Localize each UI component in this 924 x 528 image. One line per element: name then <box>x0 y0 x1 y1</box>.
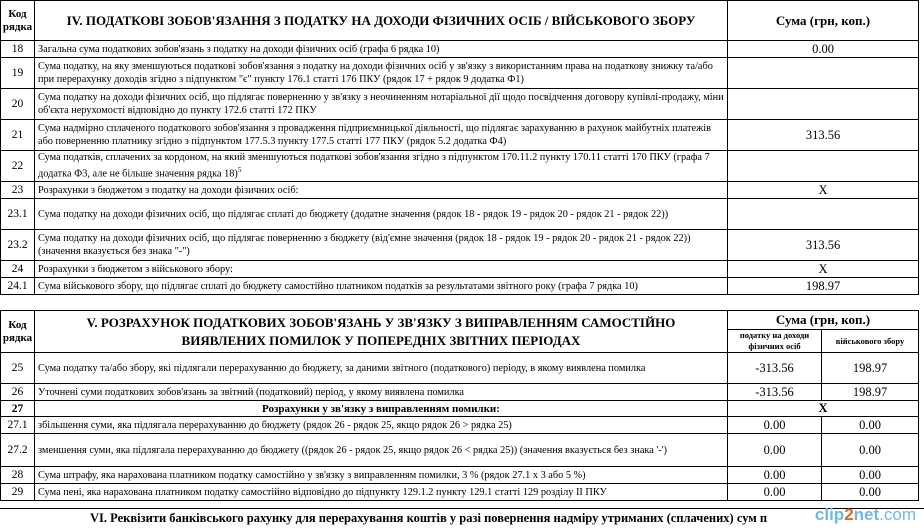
row-value: X <box>728 182 919 199</box>
section-6-title: VI. Реквізити банківського рахунку для перерахування коштів у разі повернення надміру утриманих (сплачених) сум п <box>90 511 768 525</box>
section-5-title-line-1: V. РОЗРАХУНОК ПОДАТКОВИХ ЗОБОВ'ЯЗАНЬ У ЗВ'ЯЗКУ З ВИПРАВЛЕННЯМ САМОСТІЙНО <box>86 314 676 330</box>
row-code: 28 <box>1 467 35 484</box>
section-4-title: IV. ПОДАТКОВІ ЗОБОВ'ЯЗАННЯ З ПОДАТКУ НА ДОХОДИ ФІЗИЧНИХ ОСІБ / ВІЙСЬКОВОГО ЗБОРУ <box>35 1 728 41</box>
row-description: Сума податку на доходи фізичних осіб, що підлягає сплаті до бюджету (додатне значення (рядок 18 - рядок 19 - рядок 20 - рядок 21 - рядок 22)) <box>35 199 728 230</box>
row-code: 18 <box>1 41 35 58</box>
table-row <box>1 353 919 384</box>
table-row <box>1 230 919 261</box>
table-row <box>1 484 919 501</box>
row-description: Розрахунки у зв'язку з виправленням помилки: <box>35 401 728 417</box>
row-value[interactable]: 313.56 <box>728 120 919 151</box>
row-code: 22 <box>1 151 35 182</box>
row-value[interactable]: 313.56 <box>728 230 919 261</box>
row-value-military-levy[interactable]: 0.00 <box>822 484 919 501</box>
watermark-part: .com <box>879 505 916 524</box>
table-row <box>1 89 919 120</box>
table-row <box>1 41 919 58</box>
row-description: Розрахунки з бюджетом з військового збору: <box>35 261 728 278</box>
table-row <box>1 434 919 467</box>
code-column-header: Код рядка <box>1 311 35 353</box>
row-code: 24.1 <box>1 278 35 295</box>
row-value: X <box>728 261 919 278</box>
section-5-table <box>0 310 919 501</box>
row-value[interactable] <box>728 58 919 89</box>
row-description: Сума податку та/або збору, які підлягали перерахуванню до бюджету, за даними звітного (податкового) періоду, в якому виявлена помилка <box>35 353 728 384</box>
section-4-header-row <box>1 1 919 41</box>
pdfo-column-header: податку на доходи фізичних осіб <box>728 330 822 353</box>
table-row <box>1 120 919 151</box>
row-code: 27.1 <box>1 417 35 434</box>
row-code: 21 <box>1 120 35 151</box>
row-description: Сума військового збору, що підлягає сплаті до бюджету самостійно платником податків за результатами звітного року (графа 7 рядка 10) <box>35 278 728 295</box>
watermark-part: 2 <box>844 505 854 524</box>
row-code: 23.1 <box>1 199 35 230</box>
table-row <box>1 278 919 295</box>
table-row <box>1 401 919 417</box>
row-description: Сума податку, на яку зменшуються податкові зобов'язання з податку на доходи фізичних осіб у зв'язку з використанням права на податкову знижку та/або при перерахунку доходів згідно з підпунктом "є" пункту 176.1 статті 176 ПКУ (рядок 17 + рядок 9 додатка Ф1) <box>35 58 728 89</box>
table-row <box>1 261 919 278</box>
row-value[interactable] <box>728 151 919 182</box>
sum-column-header: Сума (грн, коп.) <box>728 311 919 330</box>
military-levy-column-header: військового збору <box>822 330 919 353</box>
row-code: 27 <box>1 401 35 417</box>
row-value[interactable] <box>728 89 919 120</box>
row-code: 20 <box>1 89 35 120</box>
table-row <box>1 182 919 199</box>
row-code: 27.2 <box>1 434 35 467</box>
row-description: Розрахунки з бюджетом з податку на доходи фізичних осіб: <box>35 182 728 199</box>
row-description: Сума надмірно сплаченого податкового зобов'язання з провадження підприємницької діяльності, що підлягає зарахуванню в рахунок майбутніх платежів або поверненню платнику згідно з підпунктом 177.5.3 пункту 177.5 статті 177 ПКУ (рядок 5.2 додатка Ф4) <box>35 120 728 151</box>
row-value[interactable] <box>728 199 919 230</box>
row-value-military-levy[interactable]: 198.97 <box>822 353 919 384</box>
row-value[interactable]: 198.97 <box>728 278 919 295</box>
row-description <box>35 151 728 182</box>
row-value-military-levy[interactable]: 198.97 <box>822 384 919 401</box>
row-value: X <box>728 401 919 417</box>
row-code: 23.2 <box>1 230 35 261</box>
row-description: Уточнені суми податкових зобов'язань за звітний (податковий) період, у якому виявлена помилка <box>35 384 728 401</box>
row-description: зменшення суми, яка підлягала перерахуванню до бюджету ((рядок 26 - рядок 25, якщо рядок 26 < рядка 25)) (значення вказується без знака '-') <box>35 434 728 467</box>
table-row <box>1 58 919 89</box>
row-code: 23 <box>1 182 35 199</box>
footnote-marker: 5 <box>237 166 242 175</box>
row-code: 29 <box>1 484 35 501</box>
section-5-header-row <box>1 311 919 330</box>
sum-column-header: Сума (грн, коп.) <box>728 1 919 41</box>
row-value-military-levy[interactable]: 0.00 <box>822 467 919 484</box>
row-value-pdfo[interactable]: 0.00 <box>728 484 822 501</box>
row-description: Загальна сума податкових зобов'язань з податку на доходи фізичних осіб (графа 6 рядка 10) <box>35 41 728 58</box>
row-description: Сума податку на доходи фізичних осіб, що підлягає поверненню у зв'язку з неочиненням нотаріальної дії щодо посвідчення договору купівлі-продажу, міни об'єкта нерухомості відповідно до пункту 172.6 статті 172 ПКУ <box>35 89 728 120</box>
row-code: 25 <box>1 353 35 384</box>
row-code: 19 <box>1 58 35 89</box>
row-value-pdfo[interactable]: 0.00 <box>728 434 822 467</box>
row-value-military-levy[interactable]: 0.00 <box>822 417 919 434</box>
table-row <box>1 199 919 230</box>
table-row <box>1 467 919 484</box>
watermark-part: clip <box>814 505 845 524</box>
row-value-pdfo[interactable]: -313.56 <box>728 384 822 401</box>
row-value-military-levy[interactable]: 0.00 <box>822 434 919 467</box>
row-code: 24 <box>1 261 35 278</box>
row-value-pdfo[interactable]: 0.00 <box>728 417 822 434</box>
section-spacer <box>0 300 924 310</box>
watermark-part: net <box>853 505 880 524</box>
row-description: Сума штрафу, яка нарахована платником податку самостійно у зв'язку з виправленням помилки, 3 % (рядок 27.1 х 3 або 5 %) <box>35 467 728 484</box>
row-description: збільшення суми, яка підлягала перерахуванню до бюджету (рядок 26 - рядок 25, якщо рядок 26 > рядка 25) <box>35 417 728 434</box>
code-column-header: Код рядка <box>1 1 35 41</box>
row-code: 26 <box>1 384 35 401</box>
table-row <box>1 384 919 401</box>
table-row <box>1 417 919 434</box>
section-5-title-line-2: ВИЯВЛЕНИХ ПОМИЛОК У ПОПЕРЕДНІХ ЗВІТНИХ ПЕРІОДАХ <box>181 332 581 348</box>
row-description: Сума податку на доходи фізичних осіб, що підлягає поверненню з бюджету (від'ємне значення (рядок 18 - рядок 19 - рядок 20 - рядок 21 - рядок 22)) (значення вказується без знака "-") <box>35 230 728 261</box>
watermark-logo <box>815 505 916 525</box>
section-6-header <box>0 508 924 528</box>
row-value-pdfo[interactable]: 0.00 <box>728 467 822 484</box>
section-5-title <box>35 311 728 353</box>
row-value-pdfo[interactable]: -313.56 <box>728 353 822 384</box>
row-description-text: Сума податків, сплачених за кордоном, на який зменшуються податкові зобов'язання згідно з підпунктом 170.11.2 пункту 170.11 статті 170 ПКУ (графа 7 додатка Ф3, але не більше значення рядка 18) <box>38 152 710 180</box>
table-row <box>1 151 919 182</box>
row-value[interactable]: 0.00 <box>728 41 919 58</box>
row-description: Сума пені, яка нарахована платником податку самостійно відповідно до підпункту 129.1.2 пункту 129.1 статті 129 розділу II ПКУ <box>35 484 728 501</box>
